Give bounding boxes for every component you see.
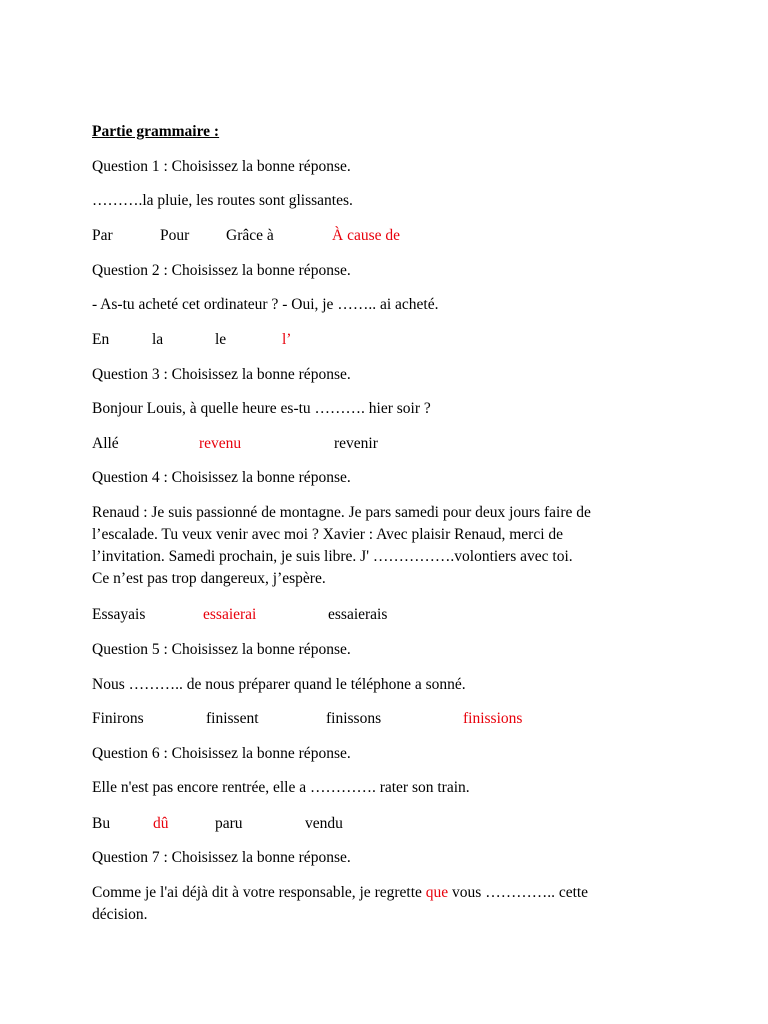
question-3-sentence: Bonjour Louis, à quelle heure es-tu ………. hier soir ? (92, 400, 431, 417)
question-4-sentence-line-4: Ce n’est pas trop dangereux, j’espère. (92, 570, 326, 587)
question-3-option-2-correct: revenu (199, 435, 242, 452)
question-1-title: Question 1 : Choisissez la bonne réponse. (92, 158, 351, 175)
question-1-option-4-correct: À cause de (332, 227, 400, 244)
question-5-option-2: finissent (206, 710, 259, 727)
question-3-option-1: Allé (92, 435, 119, 452)
question-5-option-3: finissons (326, 710, 382, 727)
question-4-paragraph (92, 502, 682, 590)
question-5-title: Question 5 : Choisissez la bonne réponse. (92, 641, 351, 658)
question-7-highlighted-answer: que (425, 884, 449, 901)
question-1-sentence: ……….la pluie, les routes sont glissantes. (92, 192, 353, 209)
section-heading: Partie grammaire : (92, 123, 220, 140)
question-6-title: Question 6 : Choisissez la bonne réponse. (92, 745, 351, 762)
question-6-sentence: Elle n'est pas encore rentrée, elle a …………. rater son train. (92, 779, 470, 796)
question-6-option-4: vendu (305, 815, 343, 832)
question-7-sentence-line-1 (92, 882, 682, 904)
question-5-option-4-correct: finissions (463, 710, 523, 727)
question-4-option-3: essaierais (328, 606, 388, 623)
question-5-sentence: Nous ……….. de nous préparer quand le téléphone a sonné. (92, 676, 466, 693)
question-6-option-1: Bu (92, 815, 111, 832)
question-2-option-1: En (92, 331, 110, 348)
question-2-sentence: - As-tu acheté cet ordinateur ? - Oui, je …….. ai acheté. (92, 296, 439, 313)
question-7-title: Question 7 : Choisissez la bonne réponse. (92, 849, 351, 866)
question-2-option-2: la (152, 331, 164, 348)
question-4-sentence-line-2: l’escalade. Tu veux venir avec moi ? Xavier : Avec plaisir Renaud, merci de (92, 526, 564, 543)
question-3-option-3: revenir (334, 435, 378, 452)
question-4-title: Question 4 : Choisissez la bonne réponse. (92, 469, 351, 486)
question-4-option-2-correct: essaierai (203, 606, 257, 623)
question-7-sentence-part-2: vous ………….. cette (448, 884, 589, 901)
question-6-option-3: paru (215, 815, 243, 832)
question-1-option-1: Par (92, 227, 113, 244)
question-4-sentence-line-1: Renaud : Je suis passionné de montagne. Je pars samedi pour deux jours faire de (92, 504, 591, 521)
question-2-option-4-correct: l’ (282, 331, 292, 348)
question-2-option-3: le (215, 331, 227, 348)
question-3-title: Question 3 : Choisissez la bonne réponse. (92, 366, 351, 383)
question-2-title: Question 2 : Choisissez la bonne réponse. (92, 262, 351, 279)
question-6-option-2-correct: dû (153, 815, 169, 832)
question-4-option-1: Essayais (92, 606, 146, 623)
question-7-sentence-part-1: Comme je l'ai déjà dit à votre responsable, je regrette (92, 884, 426, 901)
question-1-option-2: Pour (160, 227, 190, 244)
question-7-paragraph (92, 882, 682, 926)
question-4-sentence-line-3: l’invitation. Samedi prochain, je suis libre. J' …………….volontiers avec toi. (92, 548, 573, 565)
question-1-option-3: Grâce à (226, 227, 274, 244)
question-7-sentence-line-2: décision. (92, 906, 148, 923)
question-5-option-1: Finirons (92, 710, 144, 727)
